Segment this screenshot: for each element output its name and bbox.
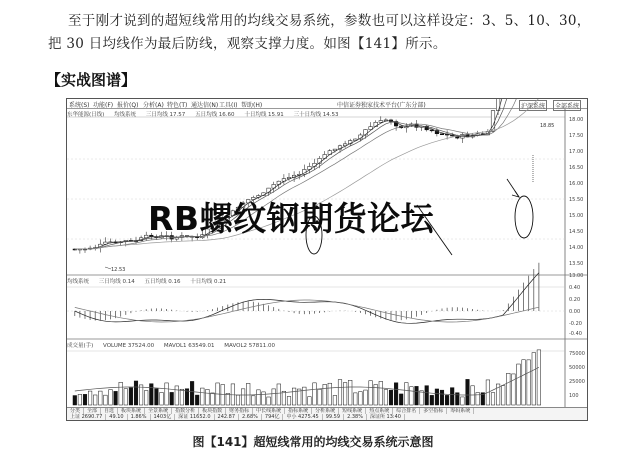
volume-bar bbox=[364, 390, 368, 405]
volume-bar bbox=[236, 395, 240, 405]
menu-item: 帮助(H) bbox=[241, 102, 263, 109]
volume-bar bbox=[292, 388, 296, 405]
mavol2-readout: MAVOL2 57811.00 bbox=[224, 343, 276, 349]
volume-bar bbox=[114, 391, 118, 405]
tab[interactable]: 指数分析 bbox=[172, 408, 199, 414]
status-value: 深证所 13:40 bbox=[367, 414, 405, 420]
tab[interactable]: 指标系统 bbox=[285, 408, 312, 414]
volume-bar bbox=[195, 395, 199, 405]
indicator-readout: 三日均线 0.14 bbox=[98, 279, 135, 285]
volume-bar bbox=[109, 390, 113, 405]
volume-bar bbox=[165, 383, 169, 405]
chart-drawing bbox=[67, 99, 587, 420]
system-button: 全部系统 bbox=[553, 100, 581, 111]
volume-bar bbox=[93, 395, 97, 405]
body-paragraph bbox=[48, 10, 620, 56]
volume-bar bbox=[160, 392, 164, 405]
annotation-ellipse bbox=[515, 196, 533, 238]
price-tick: 14.50 bbox=[569, 229, 584, 235]
indicator-name: 均线系统 bbox=[67, 279, 90, 285]
indicator-readout: 五日均线 0.16 bbox=[144, 279, 181, 285]
volume-bar bbox=[144, 391, 148, 405]
status-value: 2.38% bbox=[344, 414, 367, 420]
volume-bar bbox=[537, 350, 541, 405]
volume-bar bbox=[226, 393, 230, 405]
price-tick: 18.00 bbox=[569, 117, 584, 123]
volume-bar bbox=[425, 386, 429, 405]
volume-bar bbox=[359, 392, 363, 405]
menu-item: 系统(S) bbox=[69, 102, 90, 109]
tab[interactable]: 综合排名 bbox=[393, 408, 420, 414]
status-and-tab-bar bbox=[67, 407, 587, 420]
volume-bar bbox=[445, 395, 449, 405]
high-price-label: 18.85 bbox=[540, 123, 555, 129]
volume-bar bbox=[246, 383, 250, 405]
volume-bar bbox=[190, 381, 194, 405]
volume-bar bbox=[405, 383, 409, 405]
price-tick: 17.50 bbox=[569, 133, 584, 139]
volume-bar bbox=[522, 360, 526, 405]
volume-bar bbox=[348, 380, 352, 405]
volume-bar bbox=[532, 353, 536, 405]
status-value: 2.68% bbox=[239, 414, 262, 420]
candle-body bbox=[496, 99, 500, 111]
volume-bar bbox=[313, 383, 317, 405]
volume-bar bbox=[491, 393, 495, 405]
candle-body bbox=[440, 134, 444, 135]
volume-bar bbox=[471, 386, 475, 405]
volume-bar bbox=[527, 360, 531, 405]
indicator-tick: -0.40 bbox=[569, 331, 582, 337]
tab[interactable]: 全部 bbox=[84, 408, 101, 414]
price-tick: 16.50 bbox=[569, 165, 584, 171]
volume-bar bbox=[206, 389, 210, 405]
tab[interactable]: 热点系统 bbox=[366, 408, 393, 414]
mavol1-readout: MAVOL1 63549.01 bbox=[163, 343, 215, 349]
volume-bar bbox=[262, 392, 266, 405]
volume-bar bbox=[83, 394, 87, 405]
volume-bar bbox=[119, 382, 123, 405]
volume-bar bbox=[369, 381, 373, 405]
tab[interactable]: 板块指数 bbox=[199, 408, 226, 414]
menu-item: 报价(Q) bbox=[117, 102, 139, 109]
status-value: 中小 4275.45 bbox=[283, 414, 322, 420]
volume-bar bbox=[272, 389, 276, 405]
volume-bar bbox=[78, 394, 82, 405]
volume-tick: 50000 bbox=[569, 365, 585, 371]
volume-bar bbox=[303, 387, 307, 405]
volume-bar bbox=[257, 390, 261, 405]
volume-bar bbox=[252, 396, 256, 405]
window-title: 中信证券独家技术平台(广东分部) bbox=[337, 102, 426, 109]
indicator-series bbox=[75, 263, 539, 324]
tab[interactable]: 多空指标 bbox=[420, 408, 447, 414]
indicator-line bbox=[75, 273, 539, 324]
volume-bar bbox=[211, 393, 215, 405]
volume-bar bbox=[435, 389, 439, 405]
price-tick: 15.50 bbox=[569, 197, 584, 203]
volume-bar bbox=[501, 386, 505, 405]
menu-item: 特色(T) bbox=[167, 102, 188, 109]
tab[interactable]: 筹码系统 bbox=[447, 408, 474, 414]
market-status-row bbox=[67, 414, 587, 420]
tab[interactable]: 财务指标 bbox=[226, 408, 253, 414]
paragraph-line-2: 把 30 日均线作为最后防线，观察支撑力度。如图【141】所示。 bbox=[48, 36, 447, 52]
volume-bar bbox=[410, 387, 414, 405]
volume-bar bbox=[124, 389, 128, 405]
annotation-arrowhead bbox=[512, 191, 519, 197]
menu-item: 工具(I) bbox=[219, 102, 238, 109]
price-tick: 17.00 bbox=[569, 149, 584, 155]
tab[interactable]: 自选 bbox=[101, 408, 118, 414]
volume-bar bbox=[466, 379, 470, 405]
volume-bar bbox=[155, 389, 159, 405]
volume-label: 成交量(手) bbox=[67, 343, 94, 349]
volume-bar bbox=[420, 391, 424, 405]
status-value: 99.59 bbox=[323, 414, 344, 420]
menu-item: 功能(F) bbox=[93, 102, 114, 109]
volume-bar bbox=[277, 384, 281, 405]
volume-bar bbox=[129, 388, 133, 405]
volume-bar bbox=[134, 381, 138, 405]
volume-bar bbox=[170, 392, 174, 405]
ma3-readout: 三日均线 17.57 bbox=[145, 112, 186, 118]
volume-bar bbox=[394, 383, 398, 405]
status-value: 794亿 bbox=[262, 414, 284, 420]
ma30-readout: 三十日均线 14.53 bbox=[293, 112, 339, 118]
volume-bar bbox=[343, 383, 347, 405]
volume-bar bbox=[354, 393, 358, 405]
indicator-tick: -0.20 bbox=[569, 321, 582, 327]
tab[interactable]: 板块系统 bbox=[118, 408, 145, 414]
candle-body bbox=[430, 130, 434, 131]
volume-bar bbox=[267, 397, 271, 405]
volume-bar bbox=[99, 391, 103, 405]
indicator-tick: 0.20 bbox=[569, 297, 581, 303]
volume-bar bbox=[450, 388, 454, 405]
volume-bar bbox=[430, 395, 434, 405]
price-tick: 14.00 bbox=[569, 245, 584, 251]
tab[interactable]: 分类 bbox=[67, 408, 84, 414]
volume-tick: 100 bbox=[569, 393, 579, 399]
volume-bar bbox=[323, 384, 327, 405]
indicator-readout: 十日均线 0.21 bbox=[190, 279, 227, 285]
volume-bar bbox=[384, 390, 388, 405]
indicator-name: 均线系统 bbox=[114, 112, 137, 118]
section-heading: 【实战图谱】 bbox=[46, 71, 137, 89]
status-value: 1403亿 bbox=[151, 414, 176, 420]
volume-bar bbox=[507, 373, 511, 405]
candle-body bbox=[491, 111, 495, 132]
volume-bar bbox=[104, 395, 108, 405]
tab[interactable]: 中长线系统 bbox=[253, 408, 285, 414]
candle-body bbox=[379, 121, 383, 123]
volume-bar bbox=[201, 388, 205, 405]
volume-bar bbox=[517, 364, 521, 405]
volume-bar bbox=[241, 389, 245, 405]
status-value: 1.86% bbox=[128, 414, 151, 420]
status-value: 深证 11652.0 bbox=[175, 414, 214, 420]
volume-bar bbox=[379, 381, 383, 405]
system-button: 沪深系统 bbox=[519, 100, 547, 111]
price-tick: 16.00 bbox=[569, 181, 584, 187]
indicator-tick: 0.40 bbox=[569, 285, 581, 291]
volume-bar bbox=[150, 384, 154, 405]
volume-tick: 75000 bbox=[569, 351, 585, 357]
status-value: 上证 2690.77 bbox=[67, 414, 106, 420]
indicator-tick: 0.00 bbox=[569, 309, 581, 315]
menu-item: 通达信(N) bbox=[191, 102, 219, 109]
ma10-readout: 十日均线 15.91 bbox=[244, 112, 284, 118]
volume-bar bbox=[73, 396, 77, 405]
price-tick: 15.00 bbox=[569, 213, 584, 219]
volume-bar bbox=[389, 390, 393, 405]
volume-bar bbox=[175, 386, 179, 405]
tab[interactable]: 分析系统 bbox=[312, 408, 339, 414]
volume-bar bbox=[139, 385, 143, 405]
forum-watermark: RB螺纹钢期货论坛 bbox=[148, 199, 435, 238]
volume-bar bbox=[308, 397, 312, 405]
price-tick: 13.00 bbox=[569, 273, 584, 279]
menu-item: 分析(A) bbox=[143, 102, 164, 109]
volume-bar bbox=[399, 394, 403, 405]
volume-bar bbox=[415, 386, 419, 405]
volume-bar bbox=[287, 396, 291, 405]
volume-bar bbox=[440, 390, 444, 405]
low-price-label: 12.53 bbox=[111, 267, 126, 273]
ma5-readout: 五日均线 16.60 bbox=[195, 112, 235, 118]
tab[interactable]: 短线系统 bbox=[339, 408, 366, 414]
volume-readout: VOLUME 37524.00 bbox=[103, 343, 155, 349]
volume-bar bbox=[318, 389, 322, 405]
price-tick: 13.50 bbox=[569, 261, 584, 267]
volume-bar bbox=[512, 374, 516, 405]
volume-bar bbox=[180, 389, 184, 405]
volume-bar bbox=[88, 391, 92, 405]
volume-bar bbox=[333, 395, 337, 405]
volume-tick: 25000 bbox=[569, 379, 585, 385]
volume-bar bbox=[461, 397, 465, 405]
status-value: 49.10 bbox=[106, 414, 127, 420]
volume-bar bbox=[338, 380, 342, 405]
status-value: 242.87 bbox=[215, 414, 240, 420]
stock-chart-screenshot bbox=[66, 98, 588, 421]
paragraph-line-1: 至于刚才说到的超短线常用的均线交易系统，参数也可以这样设定：3、5、10、30， bbox=[68, 13, 591, 29]
stock-name: 东华能源(日线) bbox=[67, 112, 105, 118]
figure-caption: 图【141】超短线常用的均线交易系统示意图 bbox=[192, 435, 434, 449]
volume-bars bbox=[73, 350, 541, 405]
volume-bar bbox=[282, 391, 286, 405]
tab[interactable]: 全景系统 bbox=[145, 408, 172, 414]
volume-bar bbox=[328, 383, 332, 405]
